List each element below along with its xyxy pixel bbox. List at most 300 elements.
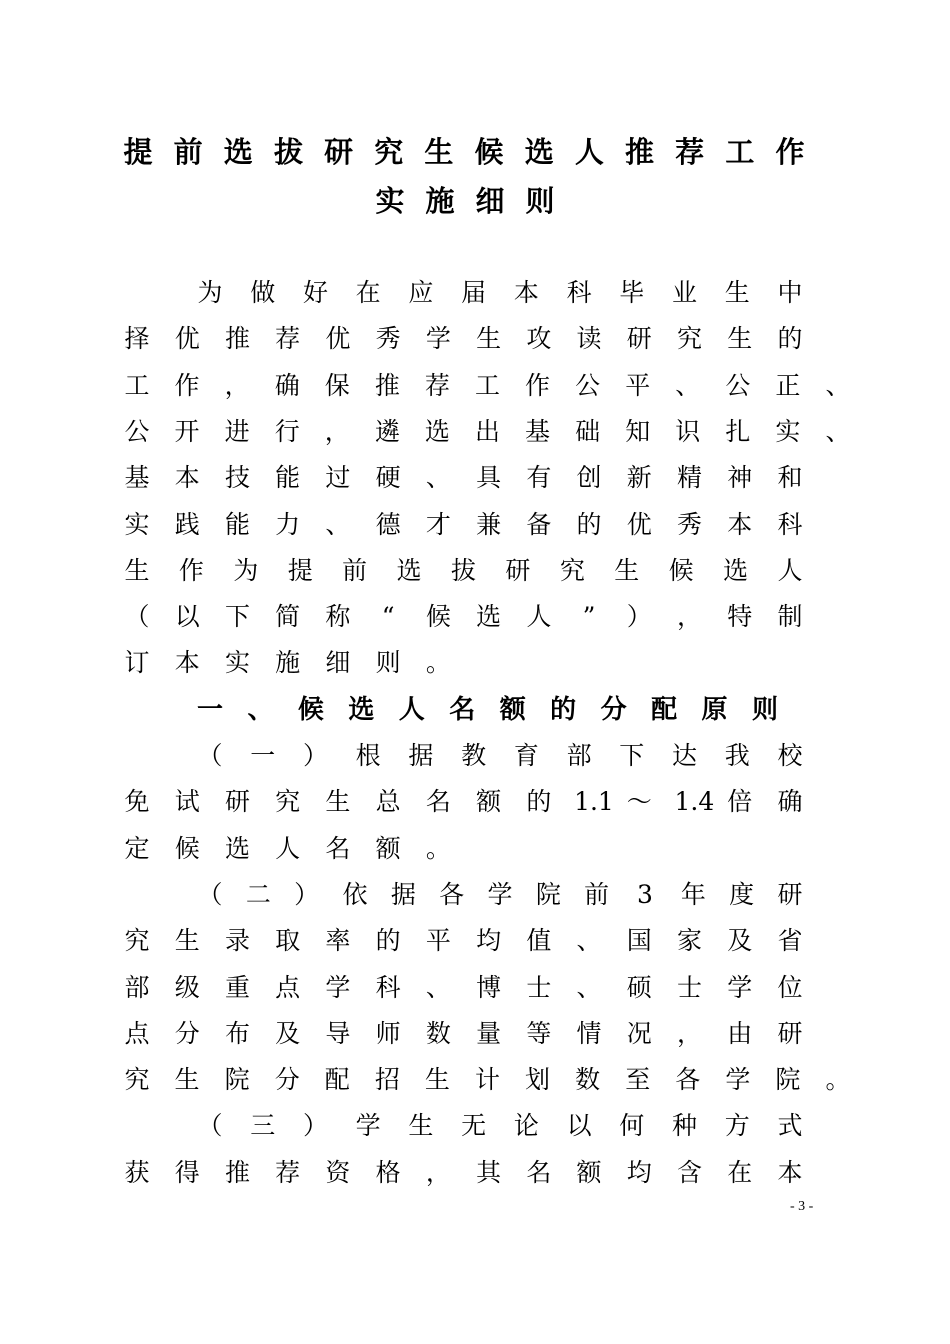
text-glyph: 我 bbox=[724, 741, 750, 770]
text-glyph: 定 bbox=[124, 833, 150, 863]
text-glyph: 度 bbox=[729, 879, 755, 909]
text-glyph: 一 bbox=[250, 741, 276, 770]
text-glyph: 率 bbox=[325, 926, 351, 956]
text-glyph: 究 bbox=[124, 1065, 150, 1095]
text-glyph: ， bbox=[677, 602, 703, 632]
text-glyph: 届 bbox=[461, 278, 487, 307]
text-glyph: 的 bbox=[550, 694, 577, 725]
text-glyph: 达 bbox=[672, 741, 698, 770]
text-glyph: 况 bbox=[626, 1018, 652, 1048]
text-glyph: 施 bbox=[425, 184, 455, 218]
text-glyph: 部 bbox=[566, 741, 592, 770]
text-glyph: 公 bbox=[725, 370, 751, 400]
text-glyph: 硬 bbox=[375, 463, 401, 493]
text-glyph: 荐 bbox=[275, 324, 301, 354]
text-glyph: 订 bbox=[124, 648, 150, 678]
text-glyph: 为 bbox=[197, 278, 223, 307]
text-glyph: 遴 bbox=[374, 416, 400, 446]
text-glyph: 工 bbox=[124, 370, 150, 400]
text-glyph: 优 bbox=[174, 324, 200, 354]
text-glyph: 特 bbox=[727, 602, 753, 632]
text-glyph: 具 bbox=[476, 463, 502, 493]
text-glyph: 实 bbox=[224, 648, 250, 678]
text-glyph: （ bbox=[197, 879, 223, 909]
body-line bbox=[0, 324, 950, 370]
text-glyph: 以 bbox=[566, 1111, 592, 1141]
text-glyph: 量 bbox=[476, 1018, 502, 1048]
text-glyph: ） bbox=[302, 741, 328, 770]
text-glyph: 生 bbox=[727, 324, 753, 354]
text-glyph: 有 bbox=[526, 463, 552, 493]
text-glyph: 何 bbox=[619, 1111, 645, 1141]
text-glyph: 院 bbox=[775, 1065, 801, 1095]
text-glyph: 二 bbox=[245, 879, 271, 909]
text-glyph: 提 bbox=[287, 555, 313, 585]
text-glyph: 三 bbox=[250, 1111, 276, 1141]
text-glyph: 人 bbox=[574, 135, 604, 169]
text-glyph: 本 bbox=[777, 1157, 803, 1187]
text-glyph: 简 bbox=[275, 602, 301, 632]
text-glyph: 究 bbox=[124, 926, 150, 956]
text-glyph: 作 bbox=[174, 370, 200, 400]
text-glyph: 候 bbox=[174, 833, 200, 863]
text-glyph: 提 bbox=[123, 135, 153, 169]
text-glyph: 得 bbox=[174, 1157, 200, 1187]
text-glyph: 荐 bbox=[424, 370, 450, 400]
body-line bbox=[0, 787, 950, 833]
text-glyph: 、 bbox=[325, 509, 351, 539]
text-glyph: 试 bbox=[174, 787, 200, 817]
text-glyph: 、 bbox=[825, 416, 851, 446]
text-glyph: 依 bbox=[342, 879, 368, 909]
text-glyph: 分 bbox=[274, 1065, 300, 1095]
text-glyph: 选 bbox=[524, 135, 554, 169]
text-glyph: 工 bbox=[725, 135, 755, 169]
text-glyph: 位 bbox=[777, 972, 803, 1002]
text-glyph: 1.4 bbox=[674, 787, 715, 817]
text-glyph: 人 bbox=[526, 602, 552, 632]
text-glyph: 公 bbox=[575, 370, 601, 400]
text-glyph: 、 bbox=[576, 972, 602, 1002]
text-glyph: 各 bbox=[675, 1065, 701, 1095]
text-glyph: 研 bbox=[626, 324, 652, 354]
text-glyph: 学 bbox=[725, 1065, 751, 1095]
text-glyph: 年 bbox=[680, 879, 706, 909]
text-glyph: 布 bbox=[224, 1018, 250, 1048]
text-glyph: 本 bbox=[727, 509, 753, 539]
text-glyph: 国 bbox=[626, 926, 652, 956]
text-glyph: 的 bbox=[526, 787, 552, 817]
text-glyph: 名 bbox=[526, 1157, 552, 1187]
text-glyph: 基 bbox=[124, 463, 150, 493]
text-glyph: 候 bbox=[668, 555, 694, 585]
text-glyph: 践 bbox=[174, 509, 200, 539]
text-glyph: 研 bbox=[324, 135, 354, 169]
text-glyph: 秀 bbox=[677, 509, 703, 539]
text-glyph: 兼 bbox=[476, 509, 502, 539]
text-glyph: 士 bbox=[677, 972, 703, 1002]
text-glyph: 取 bbox=[275, 926, 301, 956]
text-glyph: 分 bbox=[600, 694, 627, 725]
text-glyph: 生 bbox=[174, 926, 200, 956]
text-glyph: 由 bbox=[727, 1018, 753, 1048]
text-glyph: 本 bbox=[174, 648, 200, 678]
text-glyph: 生 bbox=[424, 135, 454, 169]
body-line bbox=[0, 556, 950, 602]
text-glyph: 好 bbox=[302, 278, 328, 307]
text-glyph: 值 bbox=[526, 926, 552, 956]
text-glyph: 额 bbox=[499, 694, 526, 725]
text-glyph: 实 bbox=[124, 509, 150, 539]
text-glyph: 拔 bbox=[273, 135, 303, 169]
text-glyph: 计 bbox=[474, 1065, 500, 1095]
text-glyph: 。 bbox=[425, 648, 451, 678]
text-glyph: 技 bbox=[224, 463, 250, 493]
text-glyph: 究 bbox=[559, 555, 585, 585]
text-glyph: 学 bbox=[727, 972, 753, 1002]
text-glyph: 下 bbox=[224, 602, 250, 632]
text-glyph: 人 bbox=[275, 833, 301, 863]
text-glyph: ， bbox=[425, 1157, 451, 1187]
text-glyph: 、 bbox=[425, 463, 451, 493]
text-glyph: 式 bbox=[777, 1111, 803, 1141]
text-glyph: 平 bbox=[425, 926, 451, 956]
body-line bbox=[0, 1111, 950, 1157]
text-glyph: 推 bbox=[224, 1157, 250, 1187]
text-glyph: 、 bbox=[576, 926, 602, 956]
text-glyph: 级 bbox=[174, 972, 200, 1002]
body-line bbox=[0, 741, 950, 787]
text-glyph: 推 bbox=[224, 324, 250, 354]
text-glyph: 在 bbox=[727, 1157, 753, 1187]
text-glyph: 研 bbox=[777, 1018, 803, 1048]
text-glyph: 和 bbox=[777, 463, 803, 493]
text-glyph: 生 bbox=[325, 787, 351, 817]
text-glyph: 原 bbox=[701, 694, 728, 725]
text-glyph: 拔 bbox=[450, 555, 476, 585]
text-glyph: 、 bbox=[425, 972, 451, 1002]
text-glyph: 的 bbox=[777, 324, 803, 354]
text-glyph: 额 bbox=[375, 833, 401, 863]
text-glyph: 格 bbox=[375, 1157, 401, 1187]
text-glyph: 力 bbox=[275, 509, 301, 539]
text-glyph: 据 bbox=[390, 879, 416, 909]
text-glyph: 士 bbox=[526, 972, 552, 1002]
text-glyph: 、 bbox=[675, 370, 701, 400]
text-glyph: “ bbox=[381, 602, 395, 632]
text-glyph: 选 bbox=[396, 555, 422, 585]
text-glyph: 师 bbox=[375, 1018, 401, 1048]
text-glyph: 业 bbox=[672, 278, 698, 307]
text-glyph: 倍 bbox=[727, 787, 753, 817]
text-glyph: ） bbox=[302, 1111, 328, 1141]
text-glyph: 精 bbox=[677, 463, 703, 493]
text-glyph: 作 bbox=[178, 555, 204, 585]
text-glyph: 生 bbox=[124, 555, 150, 585]
text-glyph: 神 bbox=[727, 463, 753, 493]
text-glyph: 究 bbox=[275, 787, 301, 817]
text-glyph: ） bbox=[626, 602, 652, 632]
text-glyph: 根 bbox=[355, 741, 381, 770]
text-glyph: ～ bbox=[626, 787, 652, 817]
text-glyph: 才 bbox=[425, 509, 451, 539]
text-glyph: 推 bbox=[625, 135, 655, 169]
text-glyph: 正 bbox=[775, 370, 801, 400]
text-glyph: 1.1 bbox=[574, 787, 614, 817]
text-glyph: 本 bbox=[513, 278, 539, 307]
text-glyph: 秀 bbox=[375, 324, 401, 354]
text-glyph: 候 bbox=[474, 135, 504, 169]
text-glyph: 实 bbox=[775, 416, 801, 446]
body-line bbox=[0, 926, 950, 972]
text-glyph: 人 bbox=[777, 555, 803, 585]
text-glyph: 名 bbox=[325, 833, 351, 863]
page-number: - 3 - bbox=[790, 1199, 814, 1214]
text-glyph: 重 bbox=[224, 972, 250, 1002]
text-glyph: 育 bbox=[513, 741, 539, 770]
text-glyph: ” bbox=[582, 602, 596, 632]
text-glyph: 、 bbox=[247, 694, 274, 725]
text-glyph: ） bbox=[294, 879, 320, 909]
text-glyph: 额 bbox=[576, 1157, 602, 1187]
text-glyph: 名 bbox=[449, 694, 476, 725]
text-glyph: （ bbox=[197, 741, 223, 770]
text-glyph: 德 bbox=[375, 509, 401, 539]
text-glyph: 录 bbox=[224, 926, 250, 956]
body-line bbox=[0, 834, 950, 880]
text-glyph: 院 bbox=[224, 1065, 250, 1095]
text-glyph: 部 bbox=[124, 972, 150, 1002]
text-glyph: 免 bbox=[124, 787, 150, 817]
text-glyph: 施 bbox=[275, 648, 301, 678]
text-glyph: 博 bbox=[476, 972, 502, 1002]
text-glyph: 创 bbox=[576, 463, 602, 493]
text-glyph: 保 bbox=[324, 370, 350, 400]
text-glyph: 行 bbox=[274, 416, 300, 446]
text-glyph: 学 bbox=[325, 972, 351, 1002]
body-line bbox=[0, 880, 950, 926]
text-glyph: 攻 bbox=[526, 324, 552, 354]
text-glyph: 知 bbox=[625, 416, 651, 446]
text-glyph: 校 bbox=[777, 741, 803, 770]
text-glyph: 人 bbox=[398, 694, 425, 725]
text-glyph: 优 bbox=[325, 324, 351, 354]
text-glyph: 在 bbox=[355, 278, 381, 307]
text-glyph: 院 bbox=[535, 879, 561, 909]
text-glyph: （ bbox=[197, 1111, 223, 1141]
text-glyph: 及 bbox=[727, 926, 753, 956]
body-line bbox=[0, 1065, 950, 1111]
text-glyph: 选 bbox=[476, 602, 502, 632]
title-line bbox=[0, 135, 950, 181]
text-glyph: 3 bbox=[637, 879, 653, 909]
text-glyph: 招 bbox=[374, 1065, 400, 1095]
body-line bbox=[0, 1158, 950, 1204]
text-glyph: 生 bbox=[724, 278, 750, 307]
body-line bbox=[0, 648, 950, 694]
text-glyph: 优 bbox=[626, 509, 652, 539]
text-glyph: 点 bbox=[124, 1018, 150, 1048]
text-glyph: 基 bbox=[525, 416, 551, 446]
title-line bbox=[0, 184, 950, 230]
section-heading bbox=[0, 695, 950, 741]
text-glyph: 识 bbox=[675, 416, 701, 446]
text-glyph: 备 bbox=[526, 509, 552, 539]
text-glyph: 点 bbox=[275, 972, 301, 1002]
text-glyph: 研 bbox=[505, 555, 531, 585]
text-glyph: 平 bbox=[625, 370, 651, 400]
text-glyph: 选 bbox=[348, 694, 375, 725]
text-glyph: 获 bbox=[124, 1157, 150, 1187]
text-glyph: 细 bbox=[325, 648, 351, 678]
text-glyph: ， bbox=[324, 416, 350, 446]
text-glyph: ， bbox=[224, 370, 250, 400]
text-glyph: 。 bbox=[425, 833, 451, 863]
text-glyph: 科 bbox=[566, 278, 592, 307]
text-glyph: 则 bbox=[751, 694, 778, 725]
text-glyph: 则 bbox=[525, 184, 555, 218]
text-glyph: 学 bbox=[425, 324, 451, 354]
text-glyph: 数 bbox=[575, 1065, 601, 1095]
text-glyph: 生 bbox=[424, 1065, 450, 1095]
body-line bbox=[0, 371, 950, 417]
text-glyph: 学 bbox=[355, 1111, 381, 1141]
text-glyph: 确 bbox=[274, 370, 300, 400]
text-glyph: 种 bbox=[672, 1111, 698, 1141]
text-glyph: 各 bbox=[439, 879, 465, 909]
text-glyph: 名 bbox=[425, 787, 451, 817]
text-glyph: 选 bbox=[723, 555, 749, 585]
text-glyph: 含 bbox=[677, 1157, 703, 1187]
text-glyph: 。 bbox=[825, 1065, 851, 1095]
text-glyph: 前 bbox=[173, 135, 203, 169]
text-glyph: 开 bbox=[174, 416, 200, 446]
text-glyph: 选 bbox=[424, 416, 450, 446]
text-glyph: 实 bbox=[375, 184, 405, 218]
text-glyph: 家 bbox=[677, 926, 703, 956]
text-glyph: 生 bbox=[174, 1065, 200, 1095]
text-glyph: 生 bbox=[408, 1111, 434, 1141]
text-glyph: 资 bbox=[325, 1157, 351, 1187]
text-glyph: 择 bbox=[124, 324, 150, 354]
text-glyph: 数 bbox=[425, 1018, 451, 1048]
text-glyph: 公 bbox=[124, 416, 150, 446]
text-glyph: 确 bbox=[777, 787, 803, 817]
text-glyph: 均 bbox=[626, 1157, 652, 1187]
text-glyph: 本 bbox=[174, 463, 200, 493]
text-glyph: 分 bbox=[174, 1018, 200, 1048]
text-glyph: 进 bbox=[224, 416, 250, 446]
text-glyph: 过 bbox=[325, 463, 351, 493]
text-glyph: 额 bbox=[476, 787, 502, 817]
body-line bbox=[0, 463, 950, 509]
body-line bbox=[0, 973, 950, 1019]
text-glyph: 科 bbox=[375, 972, 401, 1002]
text-glyph: 作 bbox=[775, 135, 805, 169]
text-glyph: 配 bbox=[651, 694, 678, 725]
text-glyph: 方 bbox=[724, 1111, 750, 1141]
text-glyph: 扎 bbox=[725, 416, 751, 446]
text-glyph: （ bbox=[124, 602, 150, 632]
text-glyph: 新 bbox=[626, 463, 652, 493]
text-glyph: 候 bbox=[297, 694, 324, 725]
text-glyph: 划 bbox=[525, 1065, 551, 1095]
text-glyph: 荐 bbox=[675, 135, 705, 169]
text-glyph: 能 bbox=[224, 509, 250, 539]
text-glyph: 均 bbox=[476, 926, 502, 956]
text-glyph: 及 bbox=[275, 1018, 301, 1048]
text-glyph: 作 bbox=[525, 370, 551, 400]
text-glyph: 一 bbox=[196, 694, 223, 725]
text-glyph: 生 bbox=[614, 555, 640, 585]
text-glyph: 硕 bbox=[626, 972, 652, 1002]
text-glyph: 导 bbox=[325, 1018, 351, 1048]
text-glyph: 总 bbox=[375, 787, 401, 817]
text-glyph: 情 bbox=[576, 1018, 602, 1048]
text-glyph: 、 bbox=[825, 370, 851, 400]
text-glyph: 教 bbox=[461, 741, 487, 770]
text-glyph: 研 bbox=[777, 879, 803, 909]
text-glyph: 出 bbox=[474, 416, 500, 446]
text-glyph: 读 bbox=[576, 324, 602, 354]
text-glyph: 究 bbox=[677, 324, 703, 354]
text-glyph: 候 bbox=[425, 602, 451, 632]
text-glyph: 做 bbox=[250, 278, 276, 307]
body-line bbox=[0, 417, 950, 463]
text-glyph: 为 bbox=[233, 555, 259, 585]
text-glyph: 的 bbox=[576, 509, 602, 539]
text-glyph: 中 bbox=[777, 278, 803, 307]
text-glyph: 省 bbox=[777, 926, 803, 956]
body-line bbox=[0, 278, 950, 324]
text-glyph: 学 bbox=[487, 879, 513, 909]
body-line bbox=[0, 1019, 950, 1065]
text-glyph: 础 bbox=[575, 416, 601, 446]
body-line bbox=[0, 602, 950, 648]
text-glyph: 推 bbox=[374, 370, 400, 400]
text-glyph: 其 bbox=[476, 1157, 502, 1187]
text-glyph: 究 bbox=[374, 135, 404, 169]
text-glyph: 论 bbox=[513, 1111, 539, 1141]
text-glyph: 等 bbox=[526, 1018, 552, 1048]
text-glyph: 研 bbox=[224, 787, 250, 817]
text-glyph: 毕 bbox=[619, 278, 645, 307]
text-glyph: 则 bbox=[375, 648, 401, 678]
text-glyph: 选 bbox=[224, 833, 250, 863]
text-glyph: 下 bbox=[619, 741, 645, 770]
body-line bbox=[0, 510, 950, 556]
text-glyph: 至 bbox=[625, 1065, 651, 1095]
text-glyph: 细 bbox=[475, 184, 505, 218]
text-glyph: 以 bbox=[174, 602, 200, 632]
text-glyph: ， bbox=[677, 1018, 703, 1048]
text-glyph: 配 bbox=[324, 1065, 350, 1095]
text-glyph: 选 bbox=[223, 135, 253, 169]
text-glyph: 能 bbox=[275, 463, 301, 493]
text-glyph: 生 bbox=[476, 324, 502, 354]
text-glyph: 称 bbox=[325, 602, 351, 632]
text-glyph: 工 bbox=[474, 370, 500, 400]
text-glyph: 前 bbox=[342, 555, 368, 585]
text-glyph: 荐 bbox=[275, 1157, 301, 1187]
text-glyph: 科 bbox=[777, 509, 803, 539]
text-glyph: 应 bbox=[408, 278, 434, 307]
text-glyph: 无 bbox=[461, 1111, 487, 1141]
text-glyph: 制 bbox=[777, 602, 803, 632]
text-glyph: 据 bbox=[408, 741, 434, 770]
text-glyph: 前 bbox=[584, 879, 610, 909]
text-glyph: 的 bbox=[375, 926, 401, 956]
